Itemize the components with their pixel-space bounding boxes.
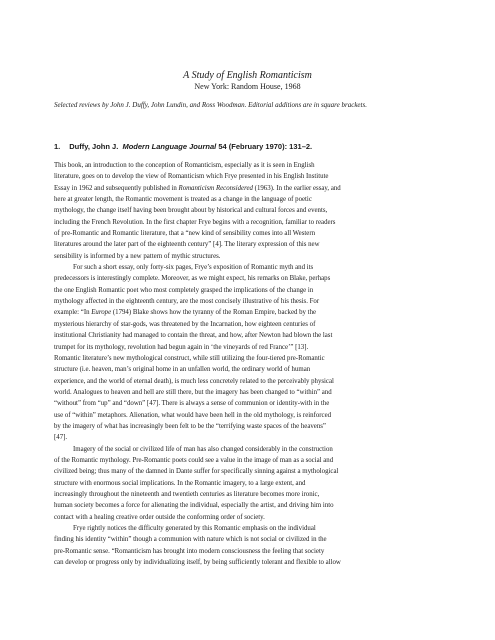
text-segment: literatures around the later part of the eighteenth century” [4]. The literary expression of this new	[54, 241, 320, 249]
text-segment: predecessors is interestingly complete. Moreover, as we might expect, his remarks on Blake, perhaps	[54, 275, 331, 283]
document-title: A Study of English Romanticism	[183, 70, 312, 81]
review-heading	[54, 142, 454, 151]
text-line	[54, 466, 454, 477]
text-line	[54, 376, 454, 387]
text-line	[54, 557, 454, 568]
text-segment: increasingly throughout the nineteenth and twentieth centuries as literature becomes more ironic,	[54, 490, 320, 498]
text-segment: This book, an introduction to the conception of Romanticism, especially as it is seen in English	[54, 162, 315, 169]
text-line	[54, 194, 454, 205]
text-line	[54, 319, 454, 330]
text-segment: sensibility is informed by a new pattern of mythic structures.	[54, 252, 221, 260]
text-line	[54, 546, 454, 557]
text-line	[54, 330, 454, 341]
text-line	[54, 217, 454, 228]
text-segment: human society becomes a force for alienating the individual, especially the artist, and driving him into	[54, 502, 334, 510]
text-segment: literature, goes on to develop the view of Romanticism which Frye presented in his English Institute	[54, 173, 329, 181]
text-line	[54, 534, 454, 545]
text-segment: finding his identity “within” though a communion with nature which is not social or civilized in the	[54, 536, 327, 544]
text-segment: here at greater length, the Romantic movement is treated as a change in the language of poetic	[54, 196, 312, 204]
text-segment: of the Romantic mythology. Pre-Romantic poets could see a value in the image of man as a social and	[54, 456, 334, 464]
text-line	[54, 205, 454, 216]
text-line	[54, 296, 454, 307]
text-segment: structure with enormous social implications. In the Romantic imagery, to a large extent, and	[54, 479, 306, 487]
text-segment: pre-Romantic sense. “Romanticism has brought into modern consciousness the feeling that society	[54, 547, 325, 555]
text-line	[54, 455, 454, 466]
text-line	[54, 160, 454, 171]
text-line	[54, 410, 454, 421]
text-line	[54, 239, 454, 250]
text-line	[54, 251, 454, 262]
review-author: Duffy, John J.	[69, 142, 119, 151]
text-line	[54, 523, 454, 534]
italic-title: Europe	[91, 309, 112, 317]
text-line	[54, 398, 454, 409]
text-segment: trumpet for its mythology, revolution had begun again in ‘the vineyards of red France’” [13].	[54, 343, 309, 351]
text-line	[54, 489, 454, 500]
text-segment: (1794) Blake shows how the tyranny of the Roman Empire, backed by the	[111, 309, 317, 317]
text-segment: mythology affected in the eighteenth century, are the most concisely illustrative of his thesis. For	[54, 298, 320, 306]
text-segment: structure (i.e. heaven, man’s original home in an unfallen world, the ordinary world of human	[54, 366, 311, 374]
text-line	[54, 478, 454, 489]
text-line	[54, 421, 454, 432]
italic-title: Romanticism Reconsidered	[178, 184, 253, 192]
review-citation: 54 (February 1970): 131–2.	[216, 142, 313, 151]
text-line	[54, 387, 454, 398]
editorial-note: Selected reviews by John J. Duffy, John Lundin, and Ross Woodman. Editorial additions are in square brackets.	[54, 101, 367, 109]
text-line	[54, 364, 454, 375]
text-segment: (1963). In the earlier essay, and	[252, 184, 341, 192]
text-segment: Imagery of the social or civilized life of man has also changed considerably in the construction	[73, 445, 333, 453]
text-segment: of pre-Romantic and Romantic literature, that a “new kind of sensibility comes into all Western	[54, 230, 316, 238]
text-segment: [47].	[54, 434, 68, 442]
text-line	[54, 444, 454, 455]
text-line	[54, 262, 454, 273]
text-line	[54, 171, 454, 182]
text-segment: Frye rightly notices the difficulty generated by this Romantic emphasis on the individual	[73, 525, 316, 532]
text-segment: contact with a healing creative order outside the conforming order of society.	[54, 513, 265, 521]
text-line	[54, 500, 454, 511]
text-segment: example: “In	[54, 309, 92, 317]
text-line	[54, 353, 454, 364]
text-segment: civilized being; thus many of the damned in Dante suffer for specifically sinning against a mythological	[54, 468, 339, 476]
text-segment: mysterious hierarchy of star-gods, was threatened by the Incarnation, how eighteen centuries of	[54, 320, 316, 328]
text-segment: For such a short essay, only forty-six pages, Frye’s exposition of Romantic myth and its	[73, 264, 314, 272]
text-segment: “without” from “up” and “down” [47]. There is always a sense of communion or identity-with in the	[54, 400, 330, 408]
review-journal: Modern Language Journal	[122, 142, 217, 151]
text-segment: use of “within” metaphors. Alienation, what would have been hell in the old mythology, is reinforced	[54, 411, 332, 419]
review-body	[54, 160, 454, 568]
text-line	[54, 512, 454, 523]
text-segment: institutional Christianity had managed to contain the threat, and how, after Newton had blown the last	[54, 332, 333, 340]
text-segment: the one English Romantic poet who most completely grasped the implications of the change in	[54, 286, 314, 294]
text-segment: can develop or progress only by individualizing itself, by being sufficiently tolerant and flexible to allow	[54, 559, 341, 567]
text-segment: Essay in 1962 and subsequently published in	[54, 184, 179, 192]
text-segment: world. Analogues to heaven and hell are still there, but the imagery has been changed to “within” and	[54, 388, 332, 396]
text-line	[54, 273, 454, 284]
publication-imprint: New York: Random House, 1968	[194, 82, 301, 91]
text-segment: Romantic literature’s new mythological construct, while still utilizing the four-tiered pre-Romantic	[54, 354, 325, 362]
review-number: 1.	[54, 142, 61, 151]
text-segment: by the imagery of what has increasingly been felt to be the “terrifying waste spaces of the heavens”	[54, 422, 326, 430]
text-line	[54, 432, 454, 443]
text-line	[54, 183, 454, 194]
text-line	[54, 228, 454, 239]
text-segment: mythology, the change itself having been brought about by historical and cultural forces and events,	[54, 207, 328, 215]
text-line	[54, 307, 454, 318]
text-line	[54, 342, 454, 353]
text-segment: experience, and the world of eternal death), is much less concretely related to the perceivably physical	[54, 377, 334, 385]
text-segment: including the French Revolution. In the first chapter Frye begins with a recognition, familiar to readers	[54, 218, 336, 226]
text-line	[54, 285, 454, 296]
